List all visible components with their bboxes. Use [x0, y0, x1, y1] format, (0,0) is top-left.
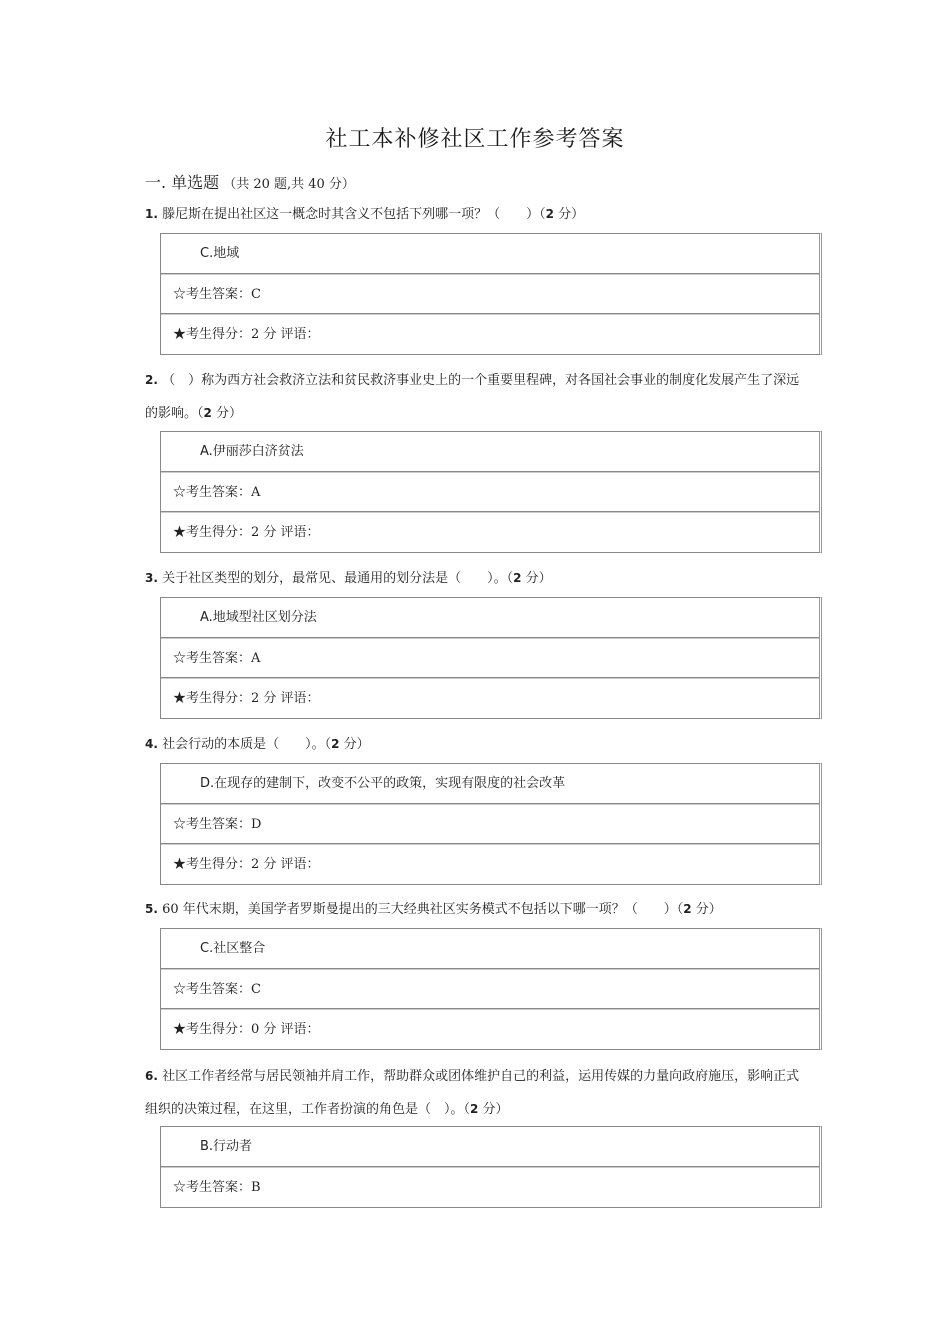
- question-suffix: 分）: [478, 1102, 509, 1117]
- candidate-answer: ☆考生答案：D: [161, 804, 819, 844]
- question-text: 社会行动的本质是（ ）。（: [162, 737, 332, 752]
- candidate-score: ★考生得分：2 分 评语：: [161, 844, 819, 884]
- candidate-answer: ☆考生答案：B: [161, 1167, 819, 1207]
- candidate-answer: ☆考生答案：C: [161, 969, 819, 1009]
- question-points: 2: [513, 571, 522, 585]
- question-suffix: 分）: [211, 406, 243, 421]
- question-suffix: 分）: [521, 571, 552, 586]
- question-number: 6.: [145, 1069, 158, 1083]
- question-suffix: 分）: [691, 902, 722, 917]
- answer-box-5: [160, 928, 822, 1050]
- question-5: [145, 893, 810, 926]
- section-meta: （共 20 题,共 40 分）: [223, 177, 355, 192]
- candidate-answer: ☆考生答案：A: [161, 638, 819, 678]
- selected-option: D.在现存的建制下，改变不公平的政策，实现有限度的社会改革: [161, 764, 819, 804]
- candidate-score: ★考生得分：2 分 评语：: [161, 512, 819, 552]
- question-points: 2: [683, 902, 692, 916]
- question-number: 3.: [145, 571, 158, 585]
- answer-box-2: [160, 431, 822, 553]
- answer-box-1: [160, 233, 822, 355]
- candidate-answer: ☆考生答案：C: [161, 274, 819, 314]
- candidate-score: ★考生得分：0 分 评语：: [161, 1009, 819, 1049]
- selected-option: A.伊丽莎白济贫法: [161, 432, 819, 472]
- question-points: 2: [331, 737, 340, 751]
- question-number: 1.: [145, 207, 158, 221]
- selected-option: A.地域型社区划分法: [161, 598, 819, 638]
- question-4: [145, 728, 810, 761]
- selected-option: B.行动者: [161, 1127, 819, 1167]
- question-points: 2: [545, 207, 554, 221]
- candidate-score: ★考生得分：2 分 评语：: [161, 678, 819, 718]
- page-title: 社工本补修社区工作参考答案: [325, 127, 625, 152]
- question-points: 2: [470, 1102, 479, 1116]
- answer-box-4: [160, 763, 822, 885]
- question-text: 滕尼斯在提出社区这一概念时其含义不包括下列哪一项？（ ）（: [162, 207, 546, 222]
- answer-box-3: [160, 597, 822, 719]
- section-heading: [145, 170, 355, 193]
- selected-option: C.社区整合: [161, 929, 819, 969]
- selected-option: C.地域: [161, 234, 819, 274]
- question-2: [145, 364, 810, 430]
- candidate-answer: ☆考生答案：A: [161, 472, 819, 512]
- question-number: 2.: [145, 373, 158, 387]
- question-6: [145, 1060, 810, 1126]
- question-text: （ ）称为西方社会救济立法和贫民救济事业史上的一个重要里程碑，对各国社会事业的制度化发展产生了深远的影响。（: [145, 373, 800, 421]
- question-number: 5.: [145, 902, 158, 916]
- question-text: 社区工作者经常与居民领袖并肩工作，帮助群众或团体维护自己的利益，运用传媒的力量向政府施压，影响正式组织的决策过程，在这里，工作者扮演的角色是（ ）。（: [145, 1069, 800, 1117]
- question-suffix: 分）: [339, 737, 370, 752]
- question-suffix: 分）: [553, 207, 585, 222]
- question-points: 2: [203, 406, 212, 420]
- question-text: 60 年代末期，美国学者罗斯曼提出的三大经典社区实务模式不包括以下哪一项？（ ）（: [162, 902, 684, 917]
- question-number: 4.: [145, 737, 158, 751]
- answer-box-6: [160, 1126, 822, 1208]
- candidate-score: ★考生得分：2 分 评语：: [161, 314, 819, 354]
- question-text: 关于社区类型的划分，最常见、最通用的划分法是（ ）。（: [162, 571, 514, 586]
- question-1: [145, 198, 810, 231]
- section-label: 一. 单选题: [145, 173, 220, 192]
- question-3: [145, 562, 810, 595]
